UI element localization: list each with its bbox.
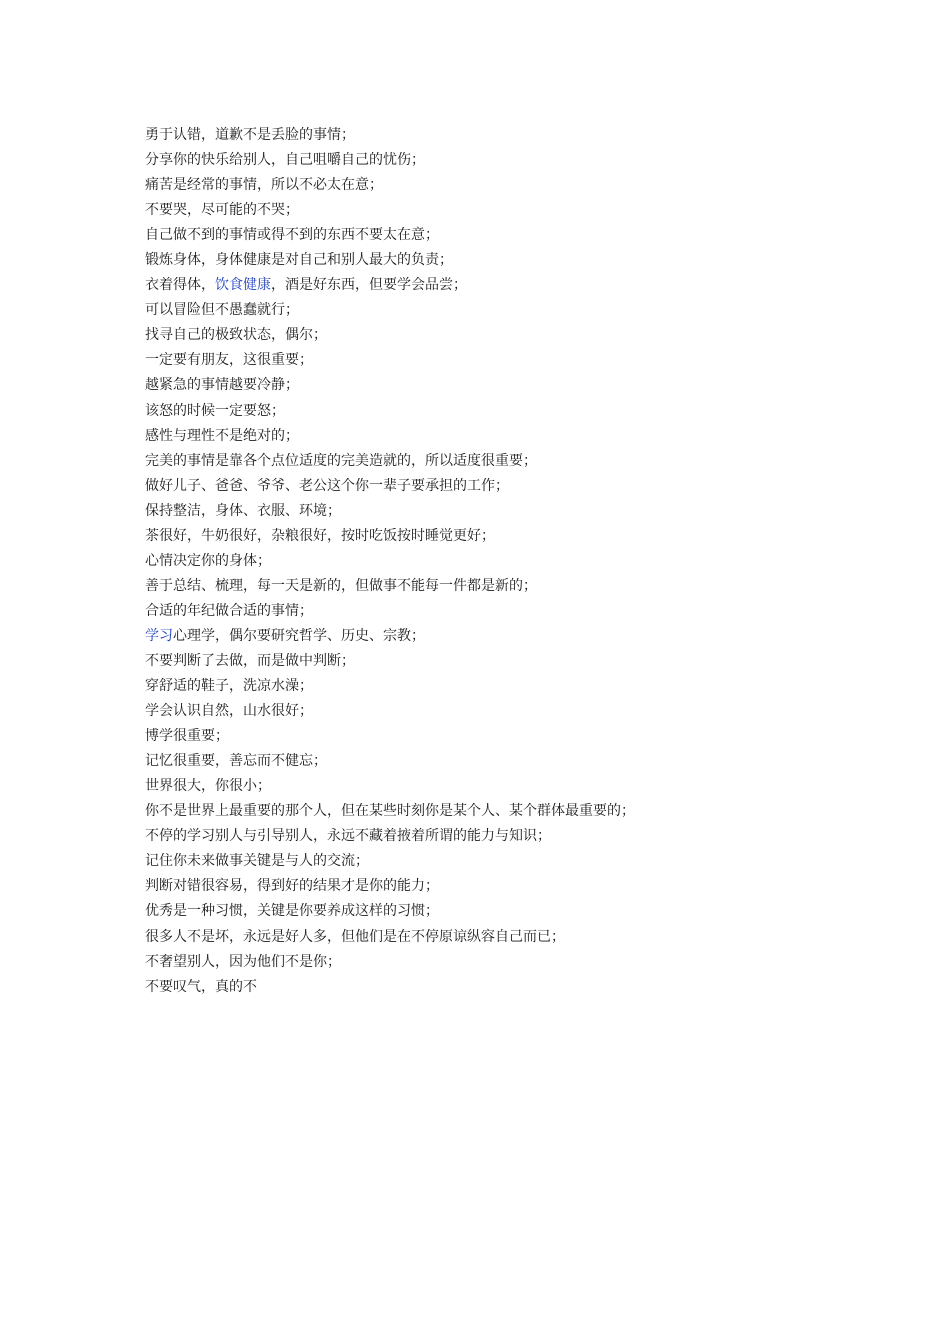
text-line: 分享你的快乐给别人，自己咀嚼自己的忧伤；: [145, 152, 425, 169]
text-segment: 衣着得体，: [145, 277, 215, 294]
text-line-with-link: [145, 624, 905, 649]
text-line: 一定要有朋友，这很重要；: [145, 352, 313, 369]
text-line: 不奢望别人，因为他们不是你；: [145, 953, 341, 970]
text-segment: 心理学，偶尔要研究哲学、历史、宗教；: [173, 627, 425, 644]
link-diet-health[interactable]: 饮食健康: [215, 277, 271, 294]
text-line: 越紧急的事情越要冷静；: [145, 377, 299, 394]
text-line: 自己做不到的事情或得不到的东西不要太在意；: [145, 227, 439, 244]
text-line: 不要哭，尽可能的不哭；: [145, 202, 299, 219]
text-line: 记忆很重要，善忘而不健忘；: [145, 753, 327, 770]
text-line-with-link: [145, 273, 905, 298]
text-line: 学会认识自然，山水很好；: [145, 703, 313, 720]
text-line: 合适的年纪做合适的事情；: [145, 602, 313, 619]
text-line: 锻炼身体，身体健康是对自己和别人最大的负责；: [145, 252, 453, 269]
text-line: 可以冒险但不愚蠢就行；: [145, 302, 299, 319]
text-line: 记住你未来做事关键是与人的交流；: [145, 853, 369, 870]
text-line: 心情决定你的身体；: [145, 552, 271, 569]
text-line: 世界很大，你很小；: [145, 778, 271, 795]
text-line: 茶很好，牛奶很好，杂粮很好，按时吃饭按时睡觉更好；: [145, 527, 495, 544]
text-line: 你不是世界上最重要的那个人，但在某些时刻你是某个人、某个群体最重要的；: [145, 803, 635, 820]
text-line: 勇于认错，道歉不是丢脸的事情；: [145, 127, 355, 143]
text-line: 穿舒适的鞋子，洗凉水澡；: [145, 678, 313, 695]
text-line: 痛苦是经常的事情，所以不必太在意；: [145, 177, 383, 194]
text-line: 做好儿子、爸爸、爷爷、老公这个你一辈子要承担的工作；: [145, 477, 509, 494]
text-line: 很多人不是坏，永远是好人多，但他们是在不停原谅纵容自己而已；: [145, 928, 565, 945]
text-line: 感性与理性不是绝对的；: [145, 427, 299, 444]
document-body: [145, 123, 905, 1000]
text-line: 保持整洁，身体、衣服、环境；: [145, 502, 341, 519]
text-line: 博学很重要；: [145, 728, 229, 745]
text-line: 不停的学习别人与引导别人，永远不藏着掖着所谓的能力与知识；: [145, 828, 551, 845]
text-line: 不要判断了去做，而是做中判断；: [145, 652, 355, 669]
text-segment: ，酒是好东西，但要学会品尝；: [271, 277, 467, 294]
text-line: 善于总结、梳理，每一天是新的，但做事不能每一件都是新的；: [145, 577, 537, 594]
text-line: 找寻自己的极致状态，偶尔；: [145, 327, 327, 344]
text-line: 优秀是一种习惯，关键是你要养成这样的习惯；: [145, 903, 439, 920]
link-study[interactable]: 学习: [145, 627, 173, 644]
text-line: 判断对错很容易，得到好的结果才是你的能力；: [145, 878, 439, 895]
text-line: 完美的事情是靠各个点位适度的完美造就的，所以适度很重要；: [145, 452, 537, 469]
text-line: 该怒的时候一定要怒；: [145, 402, 285, 419]
text-line: 不要叹气，真的不: [145, 978, 257, 995]
